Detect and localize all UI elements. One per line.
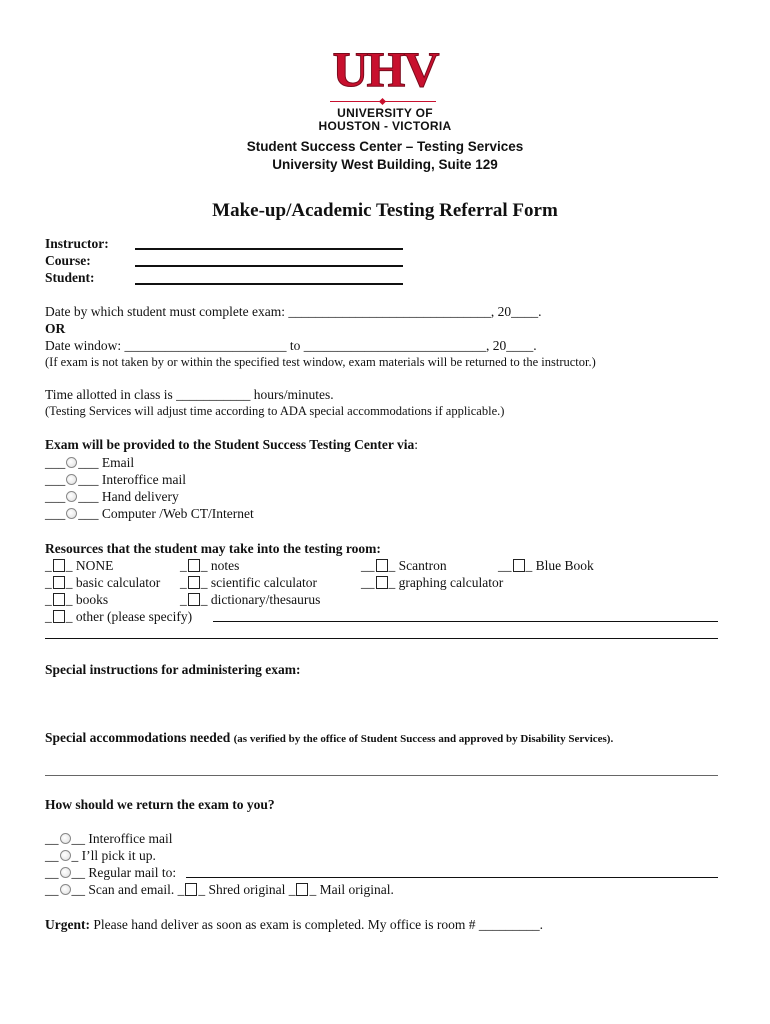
accommodations-note: (as verified by the office of Student Success and approved by Disability Services). — [233, 733, 614, 745]
checkbox-icon[interactable] — [188, 576, 200, 589]
date-note: (If exam is not taken by or within the specified test window, exam materials will be returned to the instructor.) — [45, 355, 596, 369]
other-specify-field[interactable] — [213, 621, 718, 622]
radio-icon[interactable] — [60, 884, 71, 895]
checkbox-icon[interactable] — [376, 576, 388, 589]
resource-scantron[interactable]: __ _ Scantron — [361, 558, 447, 573]
or-label: OR — [45, 321, 66, 336]
return-interoffice[interactable]: __ __ Interoffice mail — [45, 831, 173, 846]
urgent-text: Please hand deliver as soon as exam is completed. My office is room # _________. — [93, 917, 544, 932]
resource-graphing-calculator[interactable]: __ _ graphing calculator — [361, 575, 504, 590]
checkbox-icon[interactable] — [53, 576, 65, 589]
university-name — [300, 107, 470, 133]
urgent-label: Urgent: — [45, 917, 90, 932]
resource-books[interactable]: _ _ books — [45, 592, 109, 607]
radio-icon[interactable] — [60, 867, 71, 878]
delivery-heading: Exam will be provided to the Student Success Testing Center via: — [45, 437, 419, 452]
radio-icon[interactable] — [60, 833, 71, 844]
checkbox-icon[interactable] — [296, 883, 308, 896]
header-line-1: Student Success Center – Testing Services — [246, 139, 524, 154]
svg-text:UHV: UHV — [332, 44, 438, 90]
delivery-option-interoffice[interactable]: ___ ___ Interoffice mail — [45, 472, 186, 487]
urgent-line[interactable] — [45, 916, 543, 933]
resource-none[interactable]: _ _ NONE — [45, 558, 114, 573]
checkbox-icon[interactable] — [53, 593, 65, 606]
instructor-label: Instructor: — [45, 236, 109, 251]
delivery-option-email[interactable]: ___ ___ Email — [45, 455, 135, 470]
checkbox-icon[interactable] — [513, 559, 525, 572]
course-field[interactable] — [135, 265, 403, 267]
resource-other[interactable]: _ _ other (please specify) — [45, 609, 193, 624]
university-line-2: HOUSTON - VICTORIA — [318, 119, 452, 133]
checkbox-icon[interactable] — [53, 559, 65, 572]
radio-icon[interactable] — [66, 457, 77, 468]
resource-blue-book[interactable]: __ _ Blue Book — [498, 558, 594, 573]
return-heading: How should we return the exam to you? — [45, 797, 275, 812]
time-note: (Testing Services will adjust time according to ADA special accommodations if applicable.) — [45, 404, 505, 418]
delivery-option-computer[interactable]: ___ ___ Computer /Web CT/Internet — [45, 506, 254, 521]
checkbox-icon[interactable] — [376, 559, 388, 572]
return-regular-mail[interactable]: __ __ Regular mail to: — [45, 865, 177, 880]
resource-notes[interactable]: _ _ notes — [180, 558, 240, 573]
checkbox-icon[interactable] — [185, 883, 197, 896]
accommodations-field[interactable] — [45, 775, 718, 776]
regular-mail-address-field[interactable] — [186, 877, 718, 878]
accommodations-line — [45, 729, 613, 748]
return-pickup[interactable]: __ _ I’ll pick it up. — [45, 848, 156, 863]
radio-icon[interactable] — [66, 508, 77, 519]
radio-icon[interactable] — [60, 850, 71, 861]
instructor-field[interactable] — [135, 248, 403, 250]
time-allotted[interactable]: Time allotted in class is ___________ hours/minutes. — [45, 387, 334, 402]
resource-dictionary[interactable]: _ _ dictionary/thesaurus — [180, 592, 321, 607]
delivery-heading-text: Exam will be provided to the Student Success Testing Center via — [45, 437, 415, 452]
student-label: Student: — [45, 270, 95, 285]
delivery-option-hand[interactable]: ___ ___ Hand delivery — [45, 489, 179, 504]
university-line-1: UNIVERSITY OF — [337, 106, 433, 120]
resource-basic-calculator[interactable]: _ _ basic calculator — [45, 575, 161, 590]
complete-by-date[interactable]: Date by which student must complete exam: ______________________________, 20____. — [45, 304, 542, 319]
uhv-logo — [322, 44, 448, 90]
resource-scientific-calculator[interactable]: _ _ scientific calculator — [180, 575, 317, 590]
special-instructions-label: Special instructions for administering exam: — [45, 662, 301, 677]
other-specify-field-2[interactable] — [45, 638, 718, 639]
checkbox-icon[interactable] — [53, 610, 65, 623]
radio-icon[interactable] — [66, 491, 77, 502]
resources-heading: Resources that the student may take into the testing room: — [45, 541, 381, 556]
radio-icon[interactable] — [66, 474, 77, 485]
course-label: Course: — [45, 253, 91, 268]
checkbox-icon[interactable] — [188, 559, 200, 572]
form-title: Make-up/Academic Testing Referral Form — [212, 200, 558, 221]
logo-diamond-icon — [379, 98, 386, 105]
header-line-2: University West Building, Suite 129 — [272, 157, 498, 172]
accommodations-label: Special accommodations needed — [45, 730, 231, 745]
date-window[interactable]: Date window: ________________________ to ___________________________, 20____. — [45, 338, 537, 353]
checkbox-icon[interactable] — [188, 593, 200, 606]
return-scan-email[interactable]: __ __ Scan and email. _ _ Shred original _ _ Mail original. — [45, 882, 394, 897]
student-field[interactable] — [135, 283, 403, 285]
